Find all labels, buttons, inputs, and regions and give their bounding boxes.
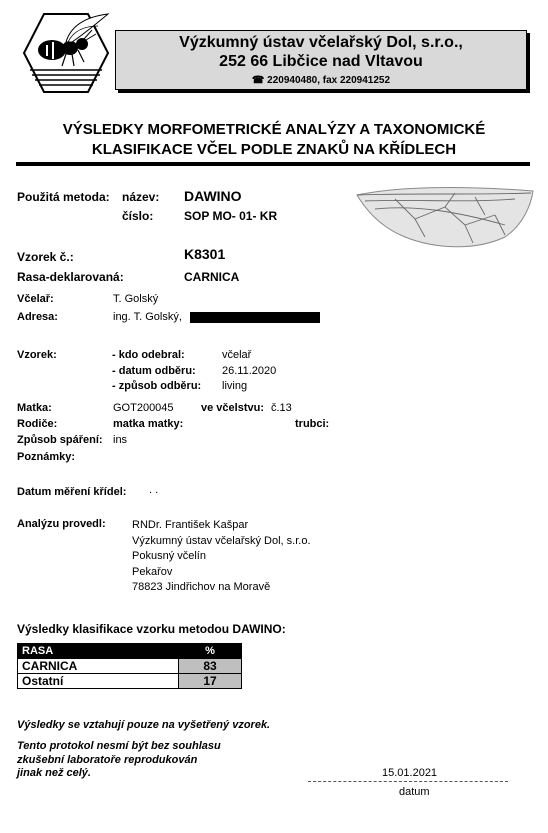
percent-cell: 83 [179, 659, 242, 674]
title-line-2: KLASIFIKACE VČEL PODLE ZNAKŮ NA KŘÍDLECH [91, 141, 457, 158]
drones-label: trubci: [295, 418, 330, 430]
percent-cell: 17 [179, 674, 242, 689]
results-header-row [18, 644, 242, 659]
address-value: ing. T. Golský, [113, 311, 182, 323]
analyst-line: Výzkumný ústav včelařský Dol, s.r.o. [132, 534, 311, 547]
method-name-label: název: [122, 190, 160, 204]
reproduction-note [17, 740, 221, 781]
colony-label: ve včelstvu: [201, 402, 264, 414]
method-label: Použitá metoda: [17, 190, 110, 204]
race-cell: Ostatní [18, 674, 179, 689]
measurement-date-label: Datum měření křídel: [17, 486, 127, 498]
analyst-label: Analýzu provedl: [17, 518, 106, 530]
reproduction-note-line: Tento protokol nesmí být bez souhlasu [17, 740, 221, 752]
mother-label: matka matky: [113, 418, 184, 430]
title-divider [16, 162, 530, 166]
beekeeper-label: Včelař: [17, 293, 54, 305]
bee-wing-image [355, 185, 535, 255]
race-column-header: RASA [18, 644, 179, 659]
institute-header [115, 30, 527, 90]
results-heading: Výsledky klasifikace vzorku metodou DAWINO: [17, 622, 286, 636]
analyst-line: RNDr. František Kašpar [132, 519, 249, 531]
parents-label: Rodiče: [17, 418, 58, 430]
reproduction-note-line: zkušební laboratoře reprodukován [17, 753, 198, 766]
race-cell: CARNICA [18, 659, 179, 674]
analyst-line: 78823 Jindřichov na Moravě [132, 581, 271, 593]
mating-label: Způsob spáření: [17, 434, 103, 446]
race-label: Rasa-deklarovaná: [17, 270, 124, 284]
analyst-line: Pokusný včelín [132, 550, 206, 562]
collection-date-value: 26.11.2020 [222, 365, 277, 377]
title-line-1: VÝSLEDKY MORFOMETRICKÉ ANALÝZY A TAXONOMICKÉ [62, 121, 486, 138]
institute-address: 252 66 Libčice nad Vltavou [219, 53, 423, 70]
collection-method-label: - způsob odběru: [112, 380, 202, 392]
beekeeper-name: T. Golský [113, 293, 159, 305]
queen-id: GOT200045 [113, 402, 174, 414]
method-number-label: číslo: [122, 209, 154, 223]
collected-by-value: včelař [222, 349, 252, 361]
measurement-date-value: . . [149, 484, 159, 496]
collection-label: Vzorek: [17, 349, 57, 361]
redaction-bar [190, 312, 320, 323]
issue-date: 15.01.2021 [382, 767, 438, 779]
analyst-line: Pekařov [132, 565, 173, 578]
sample-label: Vzorek č.: [17, 250, 74, 264]
mating-value: ins [113, 434, 128, 446]
validity-note: Výsledky se vztahují pouze na vyšetřený vzorek. [17, 719, 271, 731]
method-number: SOP MO- 01- KR [184, 209, 278, 223]
race-value: CARNICA [184, 270, 240, 284]
institute-contacts: ☎ 220940480, fax 220941252 [251, 75, 391, 86]
sample-number: K8301 [184, 246, 226, 262]
queen-label: Matka: [17, 402, 52, 414]
address-label: Adresa: [17, 311, 58, 323]
signature-line [308, 781, 508, 782]
notes-label: Poznámky: [17, 451, 76, 463]
method-name: DAWINO [184, 188, 242, 204]
table-row [18, 674, 242, 689]
analyst-details [132, 518, 311, 596]
reproduction-note-line: jinak než celý. [17, 767, 91, 779]
institute-name: Výzkumný ústav včelařský Dol, s.r.o., [179, 34, 463, 51]
document-title [0, 120, 548, 160]
collection-method-value: living [222, 380, 248, 392]
date-caption: datum [399, 786, 430, 798]
results-table [17, 643, 242, 689]
table-row [18, 659, 242, 674]
collection-date-label: - datum odběru: [112, 365, 196, 377]
institute-logo [22, 12, 110, 94]
percent-column-header: % [179, 644, 242, 659]
colony-value: č.13 [271, 402, 292, 414]
collected-by-label: - kdo odebral: [112, 349, 185, 361]
